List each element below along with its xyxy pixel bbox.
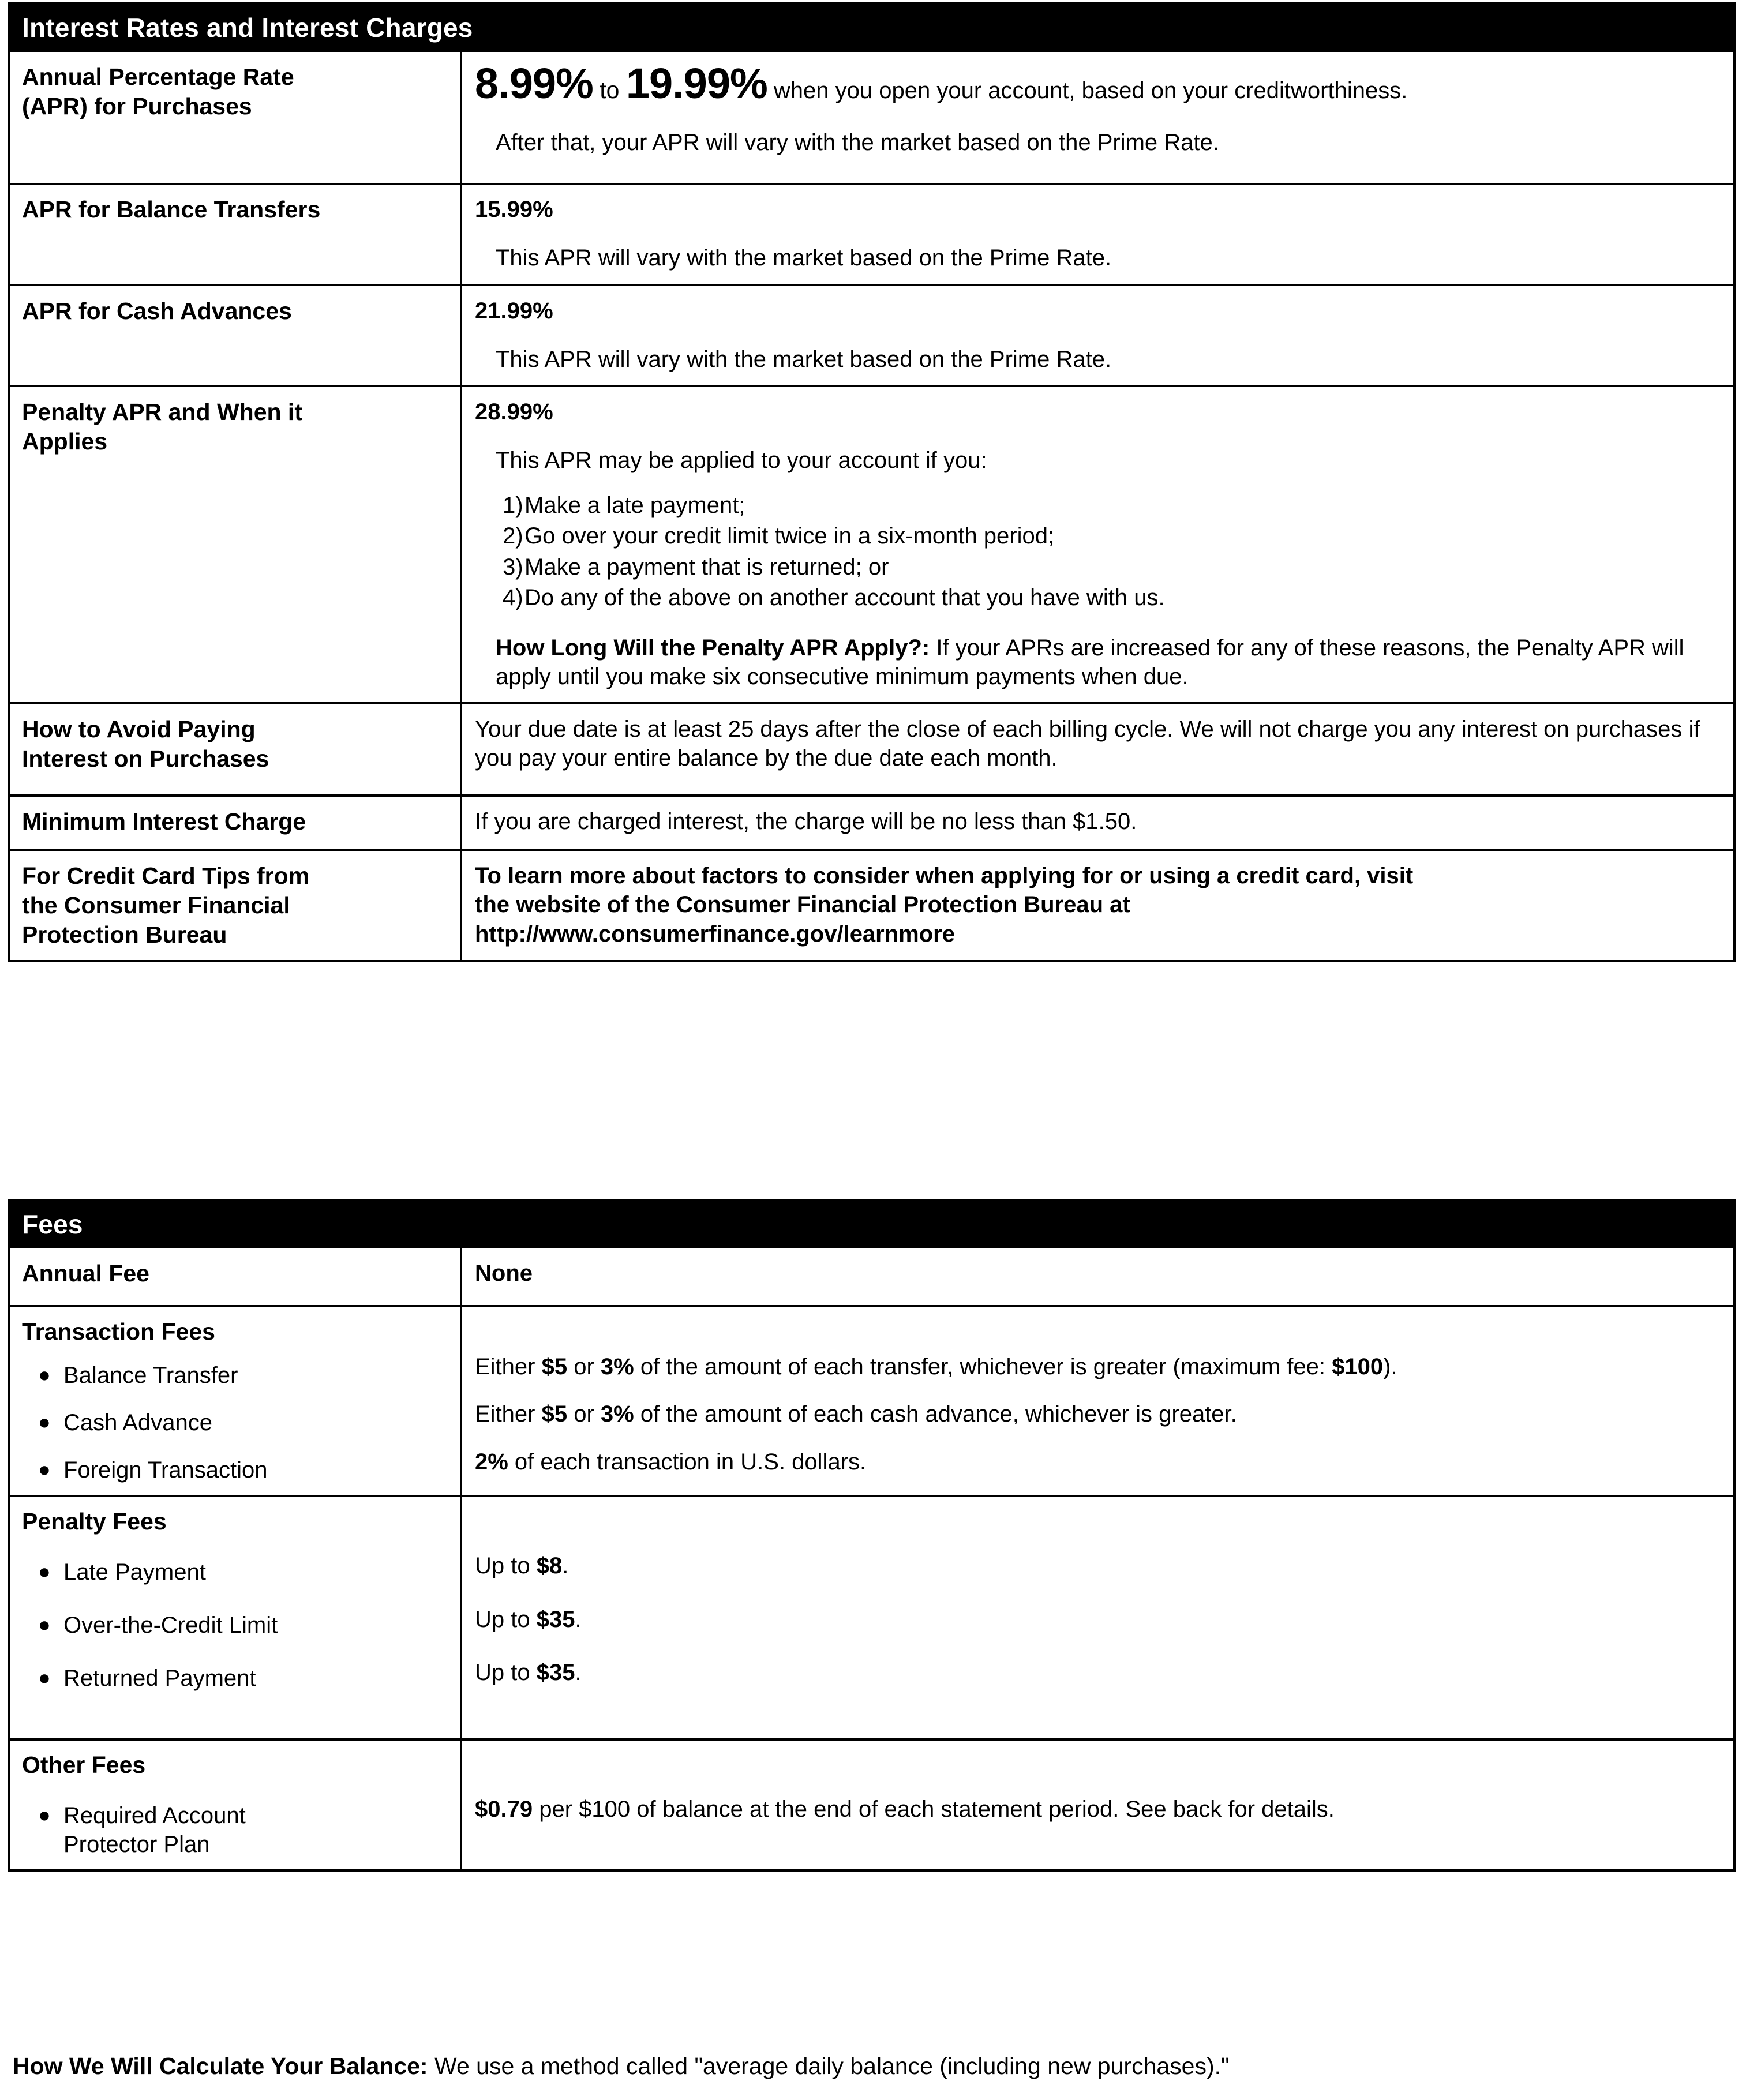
- row-value-minimum-interest: [462, 797, 1733, 849]
- penalty-fee-value-list: [475, 1551, 1719, 1687]
- table-row-apr-balance-transfers: [10, 183, 1733, 284]
- penalty-fee-label: [22, 1664, 450, 1693]
- list-item-number: 3): [503, 554, 523, 580]
- apr-cash-advance-subtext: This APR will vary with the market based on the Prime Rate.: [496, 347, 1112, 373]
- row-value-cfpb-tips: [462, 851, 1733, 961]
- bullet-label-text: Cash Advance: [63, 1410, 212, 1436]
- list-item-text: Make a payment that is returned; or: [524, 554, 889, 580]
- fee-amount: 3%: [600, 1354, 634, 1379]
- other-fee-label-list: [22, 1801, 450, 1859]
- row-label-text: Minimum Interest Charge: [22, 808, 306, 835]
- fee-amount: $5: [541, 1354, 568, 1379]
- fee-amount: $8: [536, 1553, 563, 1579]
- row-label-line-2: Applies: [22, 428, 108, 455]
- apr-tail-text: when you open your account, based on your creditworthiness.: [767, 78, 1408, 103]
- penalty-apr-reason-item: [475, 490, 1719, 522]
- row-label-line-2: Interest on Purchases: [22, 745, 269, 772]
- transaction-fees-heading: Transaction Fees: [22, 1318, 215, 1345]
- balance-calculation-note: [13, 2052, 1732, 2081]
- fee-description: Up to: [475, 1553, 537, 1579]
- row-label-transaction-fees: [10, 1307, 462, 1495]
- other-fee-label: [22, 1801, 450, 1859]
- row-label-other-fees: [10, 1741, 462, 1869]
- row-label-penalty-apr: [10, 387, 462, 702]
- penalty-apr-rate: 28.99%: [475, 399, 553, 425]
- fees-table-header: [10, 1201, 1733, 1248]
- minimum-interest-text: If you are charged interest, the charge will be no less than $1.50.: [475, 808, 1137, 834]
- transaction-fee-value: [475, 1352, 1719, 1381]
- row-label-text: APR for Cash Advances: [22, 298, 292, 324]
- fees-table-title: Fees: [22, 1209, 83, 1239]
- bullet-icon: ●: [38, 1457, 51, 1482]
- other-fee-value: [475, 1795, 1719, 1824]
- table-row-penalty-fees: [10, 1495, 1733, 1738]
- list-item-number: 1): [503, 492, 523, 518]
- list-item-number: 2): [503, 523, 523, 549]
- row-value-avoid-interest: [462, 704, 1733, 794]
- table-row-avoid-interest: [10, 702, 1733, 794]
- penalty-fees-heading: Penalty Fees: [22, 1508, 167, 1535]
- transaction-fee-label: [22, 1361, 450, 1390]
- row-label-line-3: Protection Bureau: [22, 921, 227, 948]
- fee-amount: $5: [541, 1401, 568, 1427]
- list-item-text: Do any of the above on another account that you have with us.: [524, 585, 1165, 611]
- row-value-transaction-fees: [462, 1307, 1733, 1495]
- transaction-fee-label: [22, 1456, 450, 1484]
- bullet-label-text: Required Account Protector Plan: [63, 1801, 246, 1859]
- fee-description: of the amount of each cash advance, whichever is greater.: [634, 1401, 1237, 1427]
- row-value-annual-fee: [462, 1248, 1733, 1305]
- row-label-apr-cash-advances: [10, 286, 462, 385]
- table-row-apr-purchases: [10, 52, 1733, 183]
- penalty-apr-duration-heading: How Long Will the Penalty APR Apply?:: [496, 635, 930, 661]
- bullet-icon: ●: [38, 1410, 51, 1434]
- transaction-fee-value: [475, 1447, 1719, 1476]
- penalty-fee-value: [475, 1658, 1719, 1687]
- fee-amount: $35: [536, 1659, 575, 1685]
- transaction-fee-value-list: [475, 1352, 1719, 1476]
- interest-rates-table-title: Interest Rates and Interest Charges: [22, 13, 473, 43]
- avoid-interest-text: Your due date is at least 25 days after the close of each billing cycle. We will not charge you any interest on purchases if you pay your entire balance by the due date each month.: [475, 716, 1700, 771]
- table-row-apr-cash-advances: [10, 284, 1733, 385]
- row-label-penalty-fees: [10, 1497, 462, 1738]
- apr-range-line: [475, 59, 1719, 107]
- penalty-apr-duration-paragraph: [496, 633, 1719, 692]
- bullet-label-text: Over-the-Credit Limit: [63, 1612, 278, 1638]
- row-label-cfpb-tips: [10, 851, 462, 961]
- fee-amount: $100: [1332, 1354, 1384, 1379]
- list-item-number: 4): [503, 585, 523, 611]
- row-value-penalty-apr: [462, 387, 1733, 702]
- row-label-avoid-interest: [10, 704, 462, 794]
- row-label-text: APR for Balance Transfers: [22, 196, 321, 223]
- penalty-apr-reason-item: [475, 521, 1719, 552]
- bullet-label-text: Balance Transfer: [63, 1363, 238, 1389]
- fee-description: .: [562, 1553, 569, 1579]
- penalty-apr-duration-text: If your APRs are increased for any of these reasons, the Penalty APR will apply until you make six consecutive minimum payments when due.: [496, 635, 1684, 690]
- table-row-other-fees: [10, 1738, 1733, 1869]
- row-label-minimum-interest: [10, 797, 462, 849]
- table-row-cfpb-tips: [10, 849, 1733, 961]
- row-label-line-2: (APR) for Purchases: [22, 93, 252, 120]
- fee-description: or: [567, 1354, 601, 1379]
- penalty-fee-label-list: [22, 1558, 450, 1693]
- apr-balance-transfer-subtext: This APR will vary with the market based on the Prime Rate.: [496, 245, 1112, 271]
- bullet-label-text: Late Payment: [63, 1559, 206, 1585]
- bullet-icon: ●: [38, 1612, 51, 1637]
- bullet-label-text: Foreign Transaction: [63, 1457, 268, 1483]
- fee-description: of each transaction in U.S. dollars.: [508, 1449, 867, 1475]
- apr-balance-transfer-rate: 15.99%: [475, 197, 553, 222]
- penalty-apr-reason-list: [475, 490, 1719, 614]
- penalty-fee-value: [475, 1551, 1719, 1580]
- fee-description: Either: [475, 1401, 542, 1427]
- fee-description: .: [575, 1606, 582, 1632]
- apr-connector: to: [593, 77, 626, 103]
- bullet-icon: ●: [38, 1363, 51, 1387]
- row-label-text: Annual Fee: [22, 1260, 149, 1287]
- penalty-apr-reason-item: [475, 583, 1719, 614]
- fee-description: of the amount of each transfer, whichever is greater (maximum fee:: [634, 1354, 1332, 1379]
- row-label-line-1: How to Avoid Paying: [22, 715, 256, 742]
- cfpb-text-line-1: To learn more about factors to consider when applying for or using a credit card, visit: [475, 862, 1414, 888]
- balance-calculation-text: We use a method called "average daily balance (including new purchases).": [428, 2053, 1230, 2079]
- table-row-annual-fee: [10, 1248, 1733, 1305]
- apr-rate-low: 8.99%: [475, 59, 593, 107]
- row-label-annual-fee: [10, 1248, 462, 1305]
- table-row-penalty-apr: [10, 385, 1733, 702]
- fee-description: per $100 of balance at the end of each statement period. See back for details.: [533, 1797, 1335, 1822]
- bullet-label-text: Returned Payment: [63, 1666, 256, 1692]
- row-label-line-1: For Credit Card Tips from: [22, 862, 310, 889]
- row-value-apr-cash-advances: [462, 286, 1733, 385]
- fee-amount: 3%: [600, 1401, 634, 1427]
- apr-purchases-subtext: After that, your APR will vary with the market based on the Prime Rate.: [496, 130, 1219, 156]
- list-item-text: Go over your credit limit twice in a six-month period;: [524, 523, 1055, 549]
- other-fees-heading: Other Fees: [22, 1752, 146, 1779]
- cfpb-url[interactable]: http://www.consumerfinance.gov/learnmore: [475, 921, 955, 947]
- apr-cash-advance-rate: 21.99%: [475, 298, 553, 324]
- bullet-icon: ●: [38, 1666, 51, 1690]
- row-label-apr-purchases: [10, 52, 462, 183]
- penalty-fee-label: [22, 1611, 450, 1640]
- penalty-fee-value: [475, 1605, 1719, 1634]
- row-label-line-2: the Consumer Financial: [22, 891, 290, 918]
- transaction-fee-label-list: [22, 1361, 450, 1484]
- penalty-fee-label: [22, 1558, 450, 1587]
- cfpb-text-line-2: the website of the Consumer Financial Protection Bureau at: [475, 892, 1130, 918]
- other-fee-value-list: [475, 1795, 1719, 1824]
- transaction-fees-spacer: [475, 1318, 1719, 1352]
- apr-rate-high: 19.99%: [625, 59, 767, 107]
- row-value-apr-purchases: [462, 52, 1733, 183]
- row-value-apr-balance-transfers: [462, 185, 1733, 284]
- annual-fee-value: None: [475, 1261, 533, 1286]
- table-row-minimum-interest: [10, 794, 1733, 849]
- fee-description: Up to: [475, 1606, 537, 1632]
- balance-calculation-heading: How We Will Calculate Your Balance:: [13, 2053, 428, 2079]
- interest-rates-table-header: [10, 5, 1733, 52]
- table-row-transaction-fees: [10, 1305, 1733, 1495]
- row-value-penalty-fees: [462, 1497, 1733, 1738]
- bullet-icon: ●: [38, 1559, 51, 1584]
- bullet-icon: ●: [38, 1803, 51, 1827]
- transaction-fee-value: [475, 1400, 1719, 1428]
- fee-description: .: [575, 1659, 582, 1685]
- list-item-text: Make a late payment;: [524, 492, 745, 518]
- penalty-fees-spacer: [475, 1507, 1719, 1551]
- fee-amount: $35: [536, 1606, 575, 1632]
- other-fees-spacer: [475, 1751, 1719, 1795]
- row-label-line-1: Penalty APR and When it: [22, 398, 302, 425]
- fee-description: Either: [475, 1354, 542, 1379]
- penalty-apr-intro: This APR may be applied to your account if you:: [496, 448, 987, 474]
- fee-amount: $0.79: [475, 1797, 533, 1822]
- row-value-other-fees: [462, 1741, 1733, 1869]
- penalty-apr-reason-item: [475, 552, 1719, 583]
- bullet-label-text-line-2: Protector Plan: [63, 1832, 210, 1858]
- fee-amount: 2%: [475, 1449, 508, 1475]
- fee-description: Up to: [475, 1659, 537, 1685]
- fee-description: or: [567, 1401, 601, 1427]
- row-label-line-1: Annual Percentage Rate: [22, 63, 294, 90]
- fees-table: [8, 1199, 1736, 1872]
- transaction-fee-label: [22, 1408, 450, 1437]
- interest-rates-table: [8, 2, 1736, 962]
- row-label-apr-balance-transfers: [10, 185, 462, 284]
- fee-description: ).: [1383, 1354, 1397, 1379]
